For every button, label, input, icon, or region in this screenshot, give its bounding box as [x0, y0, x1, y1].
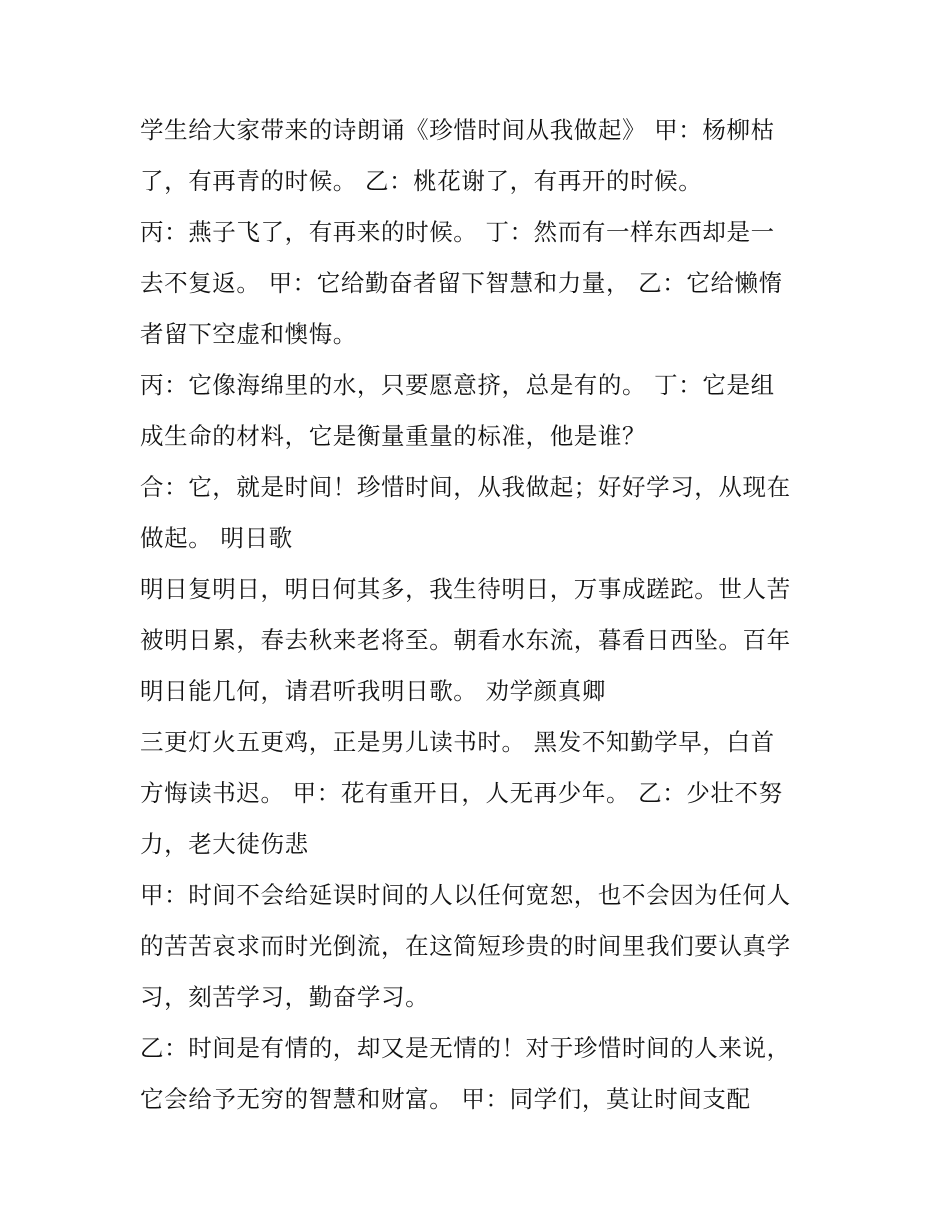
text-line: 力，老大徒伤悲 — [140, 830, 309, 858]
text-line: 成生命的材料，它是衡量重量的标准，他是谁？ — [140, 422, 647, 450]
text-line: 明日能几何，请君听我明日歌。 劝学颜真卿 — [140, 677, 606, 705]
text-line: 做起。 明日歌 — [140, 524, 293, 552]
text-line: 乙：时间是有情的，却又是无情的！对于珍惜时间的人来说， — [140, 1034, 791, 1062]
text-line: 学生给大家带来的诗朗诵《珍惜时间从我做起》 甲：杨柳枯 — [140, 116, 775, 144]
text-line: 习，刻苦学习，勤奋学习。 — [140, 983, 430, 1011]
text-line: 的苦苦哀求而时光倒流，在这简短珍贵的时间里我们要认真学 — [140, 932, 791, 960]
text-line: 甲：时间不会给延误时间的人以任何宽恕，也不会因为任何人 — [140, 881, 791, 909]
text-line: 明日复明日，明日何其多，我生待明日，万事成蹉跎。世人苦 — [140, 575, 791, 603]
text-line: 三更灯火五更鸡，正是男儿读书时。 黑发不知勤学早，白首 — [140, 728, 775, 756]
text-line: 去不复返。 甲：它给勤奋者留下智慧和力量， 乙：它给懒惰 — [140, 269, 783, 297]
text-line: 被明日累，春去秋来老将至。朝看水东流，暮看日西坠。百年 — [140, 626, 791, 654]
text-line: 它会给予无穷的智慧和财富。 甲：同学们，莫让时间支配 — [140, 1085, 751, 1113]
text-line: 了，有再青的时候。 乙：桃花谢了，有再开的时候。 — [140, 167, 703, 195]
document-body — [140, 105, 820, 1125]
text-line: 方悔读书迟。 甲：花有重开日，人无再少年。 乙：少壮不努 — [140, 779, 783, 807]
text-line: 合：它，就是时间！珍惜时间，从我做起；好好学习，从现在 — [140, 473, 791, 501]
text-line: 者留下空虚和懊悔。 — [140, 320, 357, 348]
text-line: 丙：它像海绵里的水，只要愿意挤，总是有的。 丁：它是组 — [140, 371, 775, 399]
text-line: 丙：燕子飞了，有再来的时候。 丁：然而有一样东西却是一 — [140, 218, 775, 246]
